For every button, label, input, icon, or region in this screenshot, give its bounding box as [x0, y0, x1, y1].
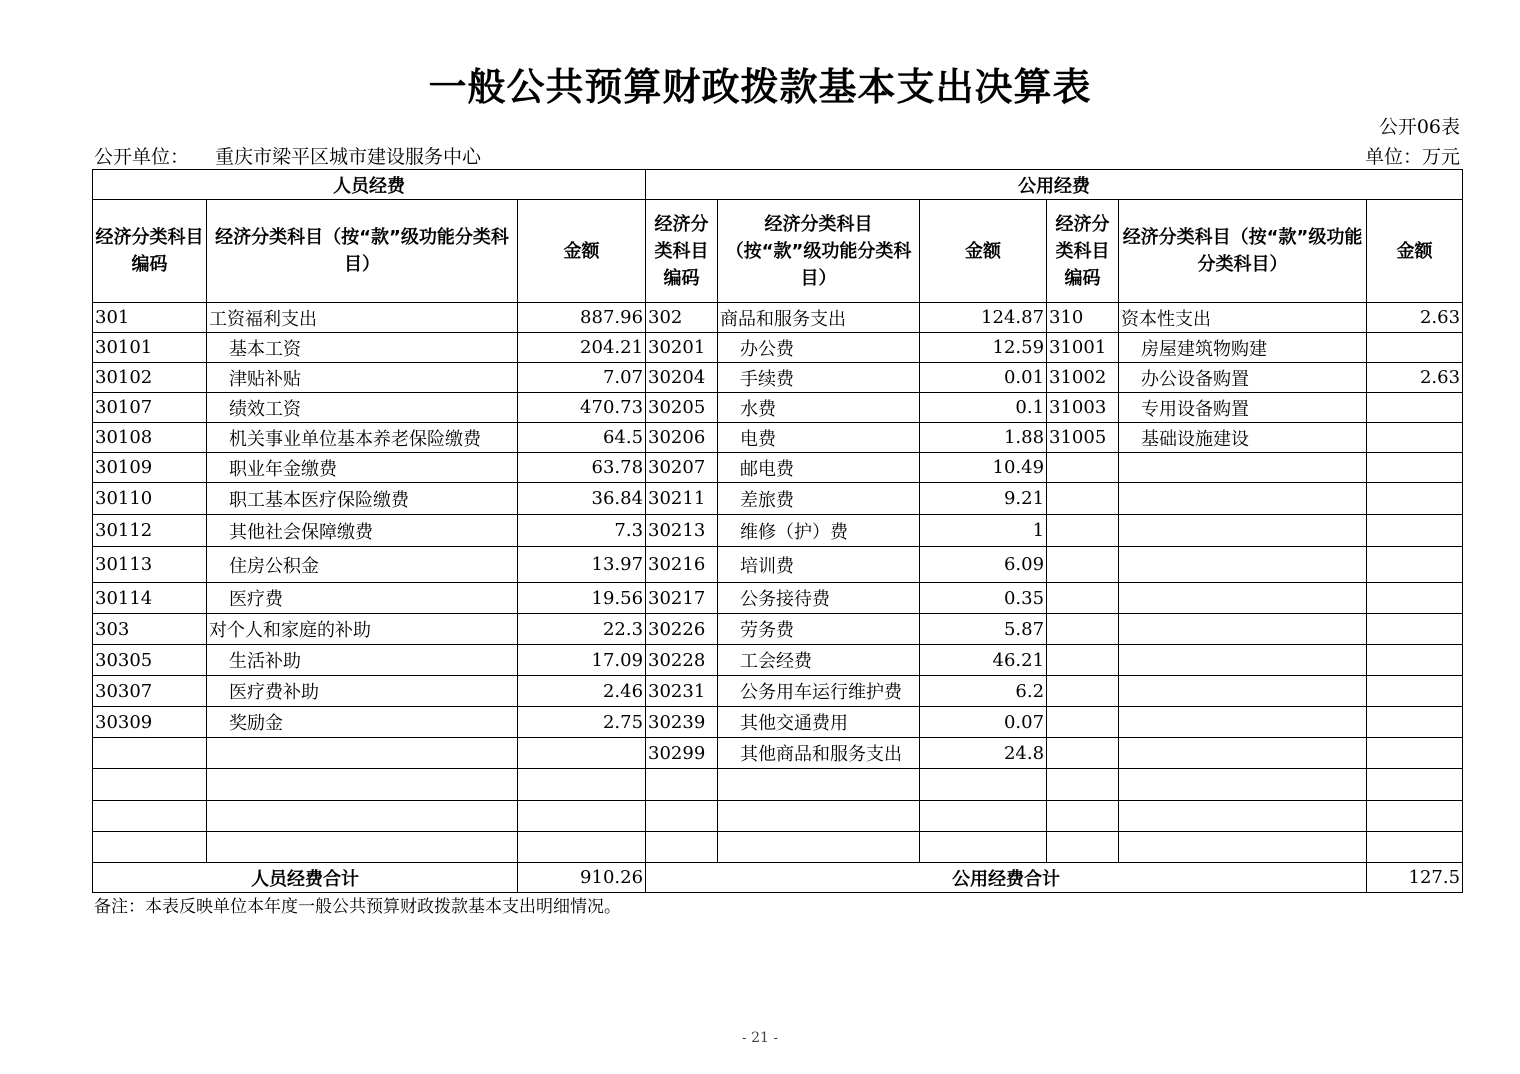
personnel-amount-cell: 2.46 — [518, 676, 646, 707]
personnel-name-cell: 医疗费 — [207, 583, 518, 614]
personnel-name-cell: 职业年金缴费 — [207, 453, 518, 483]
public-amount-cell: 1 — [920, 515, 1047, 547]
personnel-amount-cell: 22.3 — [518, 614, 646, 645]
capital-code-cell — [1047, 583, 1119, 614]
table-row — [93, 676, 1463, 707]
public-amount-cell: 0.1 — [920, 393, 1047, 423]
capital-code-cell — [1047, 676, 1119, 707]
col-header-name: 经济分类科目（按“款”级功能分类科目） — [1119, 200, 1367, 303]
personnel-total-value: 910.26 — [518, 863, 646, 893]
personnel-amount-cell: 7.3 — [518, 515, 646, 547]
public-code-cell: 30205 — [646, 393, 718, 423]
personnel-name-cell: 绩效工资 — [207, 393, 518, 423]
personnel-code-cell — [93, 801, 207, 832]
col-header-name: 经济分类科目（按“款”级功能分类科目） — [207, 200, 518, 303]
table-row — [93, 707, 1463, 738]
public-name-cell: 邮电费 — [718, 453, 920, 483]
capital-amount-cell — [1367, 583, 1463, 614]
public-code-cell: 30206 — [646, 423, 718, 453]
capital-code-cell — [1047, 769, 1119, 801]
table-row — [93, 333, 1463, 363]
personnel-code-cell: 30307 — [93, 676, 207, 707]
public-name-cell — [718, 832, 920, 863]
capital-name-cell: 房屋建筑物购建 — [1119, 333, 1367, 363]
table-row — [93, 832, 1463, 863]
personnel-name-cell: 奖励金 — [207, 707, 518, 738]
capital-code-cell: 31005 — [1047, 423, 1119, 453]
capital-name-cell: 基础设施建设 — [1119, 423, 1367, 453]
public-code-cell: 30299 — [646, 738, 718, 769]
public-name-cell: 其他商品和服务支出 — [718, 738, 920, 769]
col-header-amount: 金额 — [1367, 200, 1463, 303]
table-row — [93, 614, 1463, 645]
public-name-cell: 手续费 — [718, 363, 920, 393]
personnel-amount-cell: 17.09 — [518, 645, 646, 676]
capital-name-cell — [1119, 645, 1367, 676]
page-title: 一般公共预算财政拨款基本支出决算表 — [428, 65, 1092, 109]
public-name-cell: 商品和服务支出 — [718, 303, 920, 333]
capital-amount-cell — [1367, 483, 1463, 515]
capital-name-cell — [1119, 707, 1367, 738]
public-amount-cell: 0.07 — [920, 707, 1047, 738]
section-header-row — [93, 170, 1463, 200]
table-row — [93, 483, 1463, 515]
table-row — [93, 393, 1463, 423]
capital-name-cell — [1119, 738, 1367, 769]
public-name-cell: 公务用车运行维护费 — [718, 676, 920, 707]
capital-name-cell — [1119, 483, 1367, 515]
personnel-amount-cell: 204.21 — [518, 333, 646, 363]
public-name-cell: 培训费 — [718, 547, 920, 583]
personnel-code-cell: 30114 — [93, 583, 207, 614]
personnel-amount-cell: 13.97 — [518, 547, 646, 583]
public-code-cell — [646, 832, 718, 863]
public-code-cell: 30231 — [646, 676, 718, 707]
personnel-code-cell: 30101 — [93, 333, 207, 363]
table-row — [93, 515, 1463, 547]
personnel-code-cell: 30305 — [93, 645, 207, 676]
capital-amount-cell: 2.63 — [1367, 303, 1463, 333]
public-name-cell: 水费 — [718, 393, 920, 423]
personnel-total-label: 人员经费合计 — [93, 863, 518, 893]
col-header-amount: 金额 — [518, 200, 646, 303]
personnel-code-cell: 30107 — [93, 393, 207, 423]
personnel-amount-cell — [518, 832, 646, 863]
money-unit: 单位：万元 — [1364, 146, 1460, 168]
personnel-name-cell — [207, 738, 518, 769]
capital-amount-cell — [1367, 707, 1463, 738]
personnel-name-cell: 生活补助 — [207, 645, 518, 676]
section-personnel: 人员经费 — [93, 170, 646, 200]
totals-row — [93, 863, 1463, 893]
public-code-cell — [646, 769, 718, 801]
capital-amount-cell — [1367, 423, 1463, 453]
capital-amount-cell — [1367, 645, 1463, 676]
public-name-cell — [718, 801, 920, 832]
personnel-code-cell: 30113 — [93, 547, 207, 583]
personnel-amount-cell: 887.96 — [518, 303, 646, 333]
capital-name-cell — [1119, 832, 1367, 863]
personnel-amount-cell — [518, 769, 646, 801]
capital-code-cell: 31001 — [1047, 333, 1119, 363]
capital-amount-cell — [1367, 832, 1463, 863]
public-amount-cell: 124.87 — [920, 303, 1047, 333]
form-number: 公开06表 — [1378, 116, 1460, 138]
public-code-cell: 30228 — [646, 645, 718, 676]
public-code-cell: 30211 — [646, 483, 718, 515]
personnel-amount-cell: 63.78 — [518, 453, 646, 483]
personnel-code-cell — [93, 769, 207, 801]
table-row — [93, 547, 1463, 583]
public-amount-cell: 9.21 — [920, 483, 1047, 515]
table-row — [93, 363, 1463, 393]
capital-code-cell — [1047, 738, 1119, 769]
capital-name-cell — [1119, 676, 1367, 707]
personnel-amount-cell: 64.5 — [518, 423, 646, 453]
personnel-code-cell — [93, 738, 207, 769]
personnel-name-cell: 机关事业单位基本养老保险缴费 — [207, 423, 518, 453]
capital-code-cell: 310 — [1047, 303, 1119, 333]
capital-name-cell — [1119, 453, 1367, 483]
col-header-name: 经济分类科目（按“款”级功能分类科目） — [718, 200, 920, 303]
public-code-cell — [646, 801, 718, 832]
capital-code-cell — [1047, 707, 1119, 738]
personnel-code-cell: 30109 — [93, 453, 207, 483]
capital-code-cell — [1047, 832, 1119, 863]
capital-amount-cell — [1367, 614, 1463, 645]
capital-amount-cell — [1367, 333, 1463, 363]
table-row — [93, 769, 1463, 801]
public-code-cell: 30207 — [646, 453, 718, 483]
capital-amount-cell — [1367, 769, 1463, 801]
public-amount-cell: 1.88 — [920, 423, 1047, 453]
col-header-code: 经济分类科目编码 — [1047, 200, 1119, 303]
public-code-cell: 302 — [646, 303, 718, 333]
public-code-cell: 30216 — [646, 547, 718, 583]
capital-amount-cell — [1367, 393, 1463, 423]
personnel-name-cell: 对个人和家庭的补助 — [207, 614, 518, 645]
unit-label: 公开单位： — [94, 146, 190, 168]
personnel-code-cell: 303 — [93, 614, 207, 645]
capital-amount-cell — [1367, 676, 1463, 707]
table-row — [93, 423, 1463, 453]
public-amount-cell: 12.59 — [920, 333, 1047, 363]
personnel-amount-cell: 19.56 — [518, 583, 646, 614]
capital-amount-cell — [1367, 547, 1463, 583]
capital-amount-cell — [1367, 453, 1463, 483]
public-total-value: 127.5 — [1367, 863, 1463, 893]
public-name-cell: 差旅费 — [718, 483, 920, 515]
personnel-name-cell: 住房公积金 — [207, 547, 518, 583]
capital-name-cell — [1119, 614, 1367, 645]
capital-name-cell — [1119, 547, 1367, 583]
capital-code-cell — [1047, 801, 1119, 832]
public-name-cell: 劳务费 — [718, 614, 920, 645]
personnel-code-cell — [93, 832, 207, 863]
expenditure-table — [92, 169, 1463, 893]
table-row — [93, 303, 1463, 333]
personnel-name-cell — [207, 769, 518, 801]
public-code-cell: 30226 — [646, 614, 718, 645]
reporting-unit — [94, 142, 481, 169]
public-amount-cell: 0.35 — [920, 583, 1047, 614]
capital-code-cell — [1047, 453, 1119, 483]
personnel-amount-cell: 2.75 — [518, 707, 646, 738]
personnel-code-cell: 30108 — [93, 423, 207, 453]
public-code-cell: 30239 — [646, 707, 718, 738]
public-name-cell: 办公费 — [718, 333, 920, 363]
capital-amount-cell: 2.63 — [1367, 363, 1463, 393]
col-header-amount: 金额 — [920, 200, 1047, 303]
section-public: 公用经费 — [646, 170, 1463, 200]
public-code-cell: 30213 — [646, 515, 718, 547]
table-row — [93, 645, 1463, 676]
public-amount-cell: 6.2 — [920, 676, 1047, 707]
personnel-name-cell: 医疗费补助 — [207, 676, 518, 707]
personnel-name-cell: 工资福利支出 — [207, 303, 518, 333]
public-name-cell: 工会经费 — [718, 645, 920, 676]
footnote: 备注：本表反映单位本年度一般公共预算财政拨款基本支出明细情况。 — [94, 897, 621, 917]
capital-amount-cell — [1367, 738, 1463, 769]
page-number: - 21 - — [741, 1030, 779, 1046]
public-amount-cell: 0.01 — [920, 363, 1047, 393]
personnel-name-cell: 其他社会保障缴费 — [207, 515, 518, 547]
capital-name-cell — [1119, 515, 1367, 547]
capital-amount-cell — [1367, 515, 1463, 547]
capital-name-cell: 办公设备购置 — [1119, 363, 1367, 393]
personnel-amount-cell: 36.84 — [518, 483, 646, 515]
public-amount-cell: 6.09 — [920, 547, 1047, 583]
table-row — [93, 453, 1463, 483]
capital-amount-cell — [1367, 801, 1463, 832]
public-name-cell — [718, 769, 920, 801]
personnel-name-cell: 基本工资 — [207, 333, 518, 363]
capital-name-cell: 资本性支出 — [1119, 303, 1367, 333]
public-name-cell: 公务接待费 — [718, 583, 920, 614]
public-code-cell: 30217 — [646, 583, 718, 614]
public-name-cell: 电费 — [718, 423, 920, 453]
personnel-code-cell: 301 — [93, 303, 207, 333]
public-amount-cell — [920, 801, 1047, 832]
personnel-name-cell — [207, 801, 518, 832]
public-code-cell: 30201 — [646, 333, 718, 363]
capital-code-cell: 31002 — [1047, 363, 1119, 393]
public-amount-cell — [920, 769, 1047, 801]
table-row — [93, 583, 1463, 614]
capital-code-cell — [1047, 614, 1119, 645]
public-amount-cell: 5.87 — [920, 614, 1047, 645]
personnel-amount-cell: 470.73 — [518, 393, 646, 423]
personnel-name-cell — [207, 832, 518, 863]
capital-name-cell — [1119, 769, 1367, 801]
personnel-amount-cell — [518, 801, 646, 832]
personnel-code-cell: 30102 — [93, 363, 207, 393]
table-row — [93, 801, 1463, 832]
personnel-code-cell: 30112 — [93, 515, 207, 547]
public-amount-cell — [920, 832, 1047, 863]
personnel-code-cell: 30309 — [93, 707, 207, 738]
unit-name: 重庆市梁平区城市建设服务中心 — [215, 146, 482, 168]
public-name-cell: 维修（护）费 — [718, 515, 920, 547]
personnel-amount-cell — [518, 738, 646, 769]
capital-code-cell — [1047, 547, 1119, 583]
capital-code-cell — [1047, 483, 1119, 515]
personnel-code-cell: 30110 — [93, 483, 207, 515]
public-name-cell: 其他交通费用 — [718, 707, 920, 738]
public-amount-cell: 10.49 — [920, 453, 1047, 483]
col-header-code: 经济分类科目编码 — [93, 200, 207, 303]
capital-code-cell — [1047, 645, 1119, 676]
personnel-name-cell: 津贴补贴 — [207, 363, 518, 393]
public-code-cell: 30204 — [646, 363, 718, 393]
capital-name-cell — [1119, 583, 1367, 614]
capital-name-cell: 专用设备购置 — [1119, 393, 1367, 423]
table-row — [93, 738, 1463, 769]
public-amount-cell: 46.21 — [920, 645, 1047, 676]
capital-name-cell — [1119, 801, 1367, 832]
capital-code-cell — [1047, 515, 1119, 547]
personnel-name-cell: 职工基本医疗保险缴费 — [207, 483, 518, 515]
capital-code-cell: 31003 — [1047, 393, 1119, 423]
col-header-code: 经济分类科目编码 — [646, 200, 718, 303]
public-amount-cell: 24.8 — [920, 738, 1047, 769]
column-header-row — [93, 200, 1463, 303]
public-total-label: 公用经费合计 — [646, 863, 1367, 893]
personnel-amount-cell: 7.07 — [518, 363, 646, 393]
